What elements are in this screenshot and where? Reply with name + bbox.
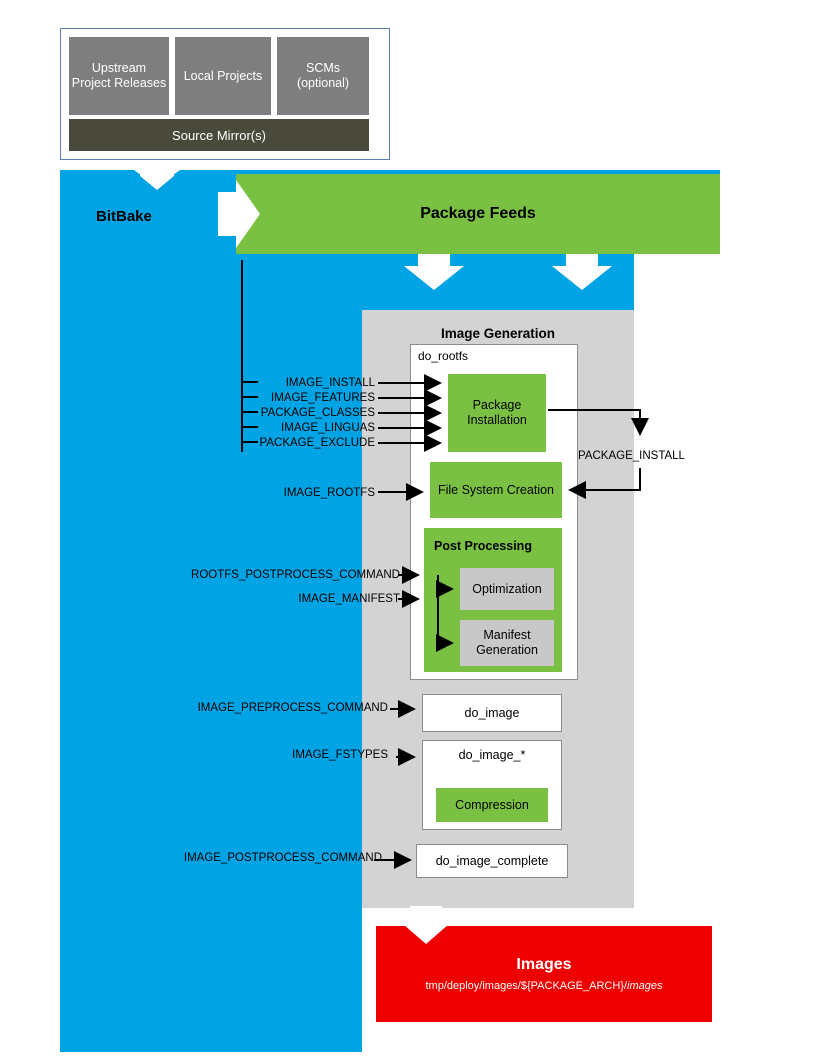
file-system-creation-box <box>430 462 562 518</box>
do-rootfs-label: do_rootfs <box>418 349 469 363</box>
var-image-rootfs: IMAGE_ROOTFS <box>283 487 375 499</box>
source-mirror-label: Source Mirror(s) <box>172 127 266 143</box>
optimization-label: Optimization <box>472 581 542 596</box>
images-path-prefix: tmp/deploy/images/${PACKAGE_ARCH}/ <box>425 980 628 992</box>
do-image-label: do_image <box>464 706 520 720</box>
images-box <box>376 926 712 1022</box>
var-image-features: IMAGE_FEATURES <box>271 392 375 404</box>
var-image-linguas: IMAGE_LINGUAS <box>281 422 375 434</box>
do-image-complete-box <box>416 844 568 878</box>
source-box <box>60 28 390 160</box>
compression-label: Compression <box>455 797 529 812</box>
var-image-manifest: IMAGE_MANIFEST <box>298 593 400 605</box>
package-feeds-banner <box>236 174 720 254</box>
var-image-fstypes: IMAGE_FSTYPES <box>292 749 388 761</box>
manifest-generation-box <box>460 620 554 666</box>
var-rootfs-postprocess-command: ROOTFS_POSTPROCESS_COMMAND <box>191 569 400 581</box>
source-mirror-bar <box>69 119 369 151</box>
var-image-preprocess-command: IMAGE_PREPROCESS_COMMAND <box>197 702 388 714</box>
var-package-install-feedback: PACKAGE_INSTALL <box>578 450 685 462</box>
var-package-exclude: PACKAGE_EXCLUDE <box>259 437 375 449</box>
var-image-install: IMAGE_INSTALL <box>285 377 375 389</box>
source-node-local <box>175 37 271 115</box>
source-node-scms <box>277 37 369 115</box>
source-node-upstream <box>69 37 169 115</box>
images-path-italic: images <box>627 980 663 992</box>
package-installation-label: Package Installation <box>467 398 527 427</box>
panel-cutout-right <box>634 254 720 926</box>
source-node-label: Upstream Project Releases <box>71 61 167 90</box>
bitbake-label: BitBake <box>96 208 152 225</box>
package-feeds-label: Package Feeds <box>420 205 536 222</box>
package-installation-box <box>448 374 546 452</box>
images-path <box>425 980 662 992</box>
var-image-postprocess-command: IMAGE_POSTPROCESS_COMMAND <box>183 852 382 864</box>
compression-box <box>436 788 548 822</box>
do-image-complete-label: do_image_complete <box>435 854 549 868</box>
images-title: Images <box>516 956 572 973</box>
manifest-generation-label: Manifest Generation <box>476 628 538 657</box>
file-system-creation-label: File System Creation <box>437 482 554 497</box>
image-generation-title: Image Generation <box>440 326 556 341</box>
do-image-star-label: do_image_* <box>458 748 526 762</box>
do-image-box <box>422 694 562 732</box>
source-node-label: Local Projects <box>183 68 263 83</box>
source-node-label: SCMs (optional) <box>296 61 350 90</box>
var-package-classes: PACKAGE_CLASSES <box>260 407 375 419</box>
post-processing-title: Post Processing <box>434 539 532 553</box>
optimization-box <box>460 568 554 610</box>
panel-cutout-bottom <box>362 908 720 926</box>
